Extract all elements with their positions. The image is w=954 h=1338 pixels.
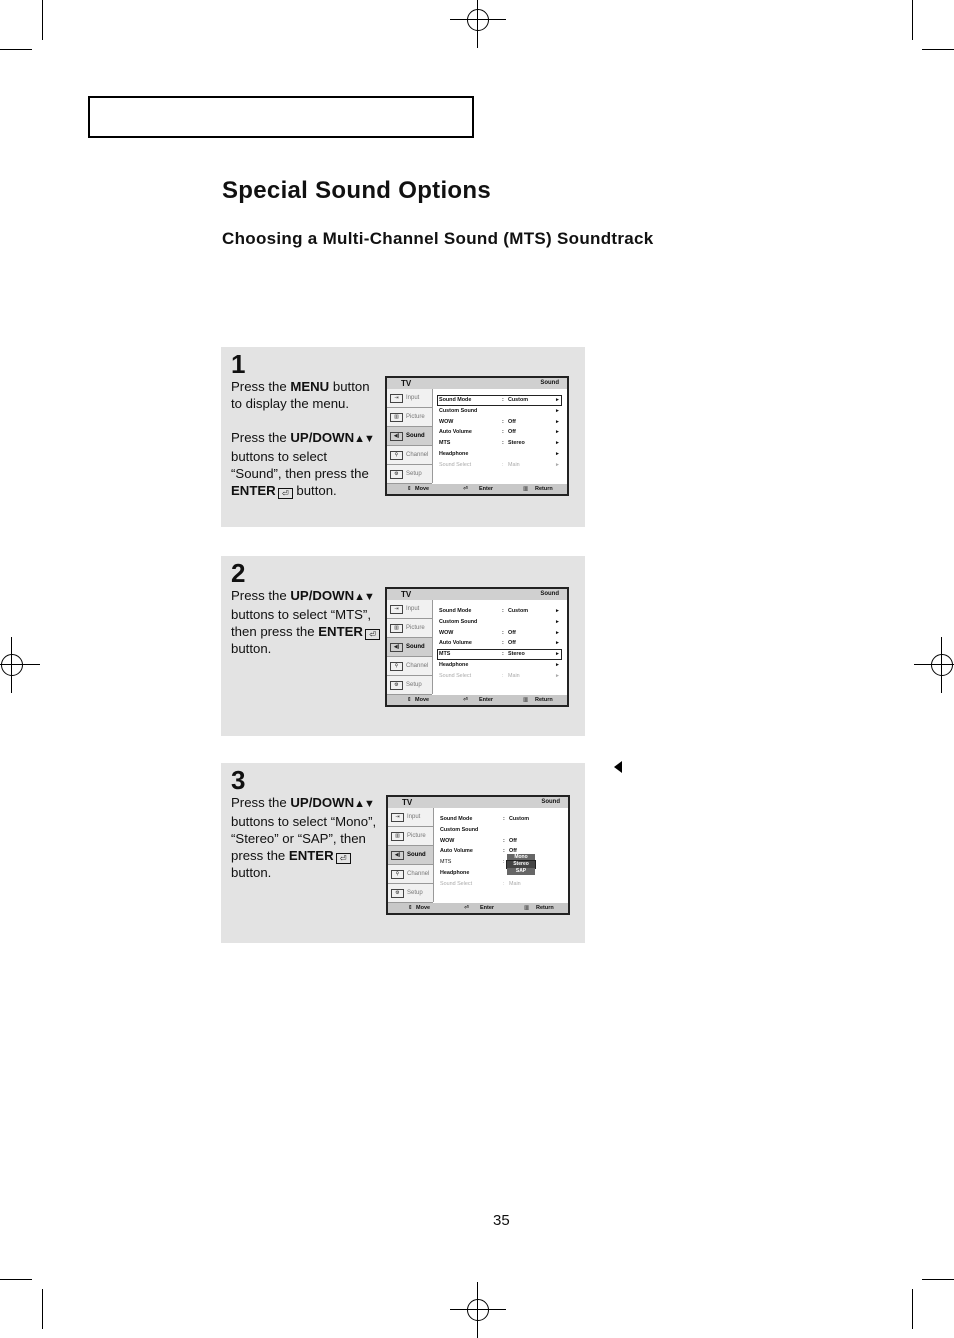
mts-option-sap: SAP (507, 868, 535, 875)
osd-tv-label: TV (401, 590, 412, 599)
row-colon: : (502, 461, 504, 468)
label: Channel (407, 871, 430, 877)
menu-button-name: MENU (290, 379, 330, 394)
row-colon: : (502, 440, 504, 447)
menu-row-sound-select (438, 879, 563, 890)
menu-row-sound-select (437, 671, 562, 682)
row-colon: : (502, 418, 504, 425)
enter-icon: ⏎ (463, 697, 468, 703)
text: button. (292, 483, 337, 498)
picture-icon: ▥ (390, 624, 403, 633)
row-label: MTS (439, 440, 451, 447)
page-number: 35 (493, 1212, 510, 1229)
updown-arrow-icon: ⇕ (407, 697, 412, 703)
label: Sound (406, 433, 425, 439)
crop-mark (922, 1279, 954, 1280)
arrow-right-icon: ► (555, 397, 560, 403)
setup-icon: ⚙ (391, 889, 404, 898)
label: Sound (407, 852, 426, 858)
sidebar-item-input (388, 808, 433, 827)
crop-mark (0, 49, 32, 50)
row-colon: : (502, 651, 504, 658)
row-value: Main (508, 672, 520, 679)
row-label: Sound Select (440, 880, 473, 887)
label: Picture (406, 625, 425, 631)
enter-icon: ⏎ (464, 905, 469, 911)
row-colon: : (502, 629, 504, 636)
enter-button-name: ENTER (318, 624, 363, 639)
mts-option-stereo: Stereo (507, 861, 535, 868)
text: Press the (231, 795, 291, 810)
row-label: Sound Select (439, 672, 472, 679)
footer-move: Move (415, 697, 430, 703)
row-label: Headphone (439, 450, 469, 457)
arrow-right-icon: ► (555, 407, 560, 414)
step-instructions (231, 794, 381, 881)
menu-row-custom-sound (438, 825, 563, 836)
footer-return: Return (535, 486, 553, 492)
menu-row-wow (438, 836, 563, 847)
text: Press the (231, 379, 291, 394)
row-label: Auto Volume (439, 429, 472, 436)
enter-icon: ⏎ (336, 853, 351, 864)
text: buttons to select “Mono”, “Stereo” or “SAP”, then press the (231, 814, 377, 863)
footer-enter: Enter (480, 905, 495, 911)
row-label: Sound Mode (440, 816, 473, 822)
tv-menu-screenshot (386, 795, 570, 915)
page-title: Special Sound Options (222, 177, 491, 204)
row-label: Auto Volume (440, 848, 473, 855)
osd-footer (388, 903, 568, 913)
antenna-icon: ⚲ (391, 870, 404, 879)
osd-menu-title: Sound (540, 380, 559, 386)
label: Setup (406, 682, 422, 688)
osd-sidebar (387, 389, 433, 483)
crop-mark (42, 1289, 43, 1329)
text: button to display the menu. (231, 379, 370, 411)
row-value: Main (509, 880, 521, 887)
sidebar-item-setup (387, 465, 432, 484)
row-label: Headphone (440, 869, 470, 876)
step-instructions (231, 378, 381, 499)
row-value: Custom (509, 816, 530, 822)
text: button. (231, 865, 272, 880)
row-label: WOW (440, 837, 455, 844)
row-colon: : (502, 397, 504, 403)
menu-row-sound-select (437, 460, 562, 471)
row-colon: : (503, 848, 505, 855)
arrow-right-icon: ► (555, 440, 560, 447)
updown-arrow-icon: ▲▼ (354, 798, 374, 810)
sidebar-item-sound (387, 427, 432, 446)
text: buttons to select “Sound”, then press the (231, 449, 369, 481)
triangle-left-icon (614, 761, 622, 773)
speaker-icon: ◀) (391, 851, 404, 860)
sidebar-item-picture (388, 827, 433, 846)
row-label: Sound Select (439, 461, 472, 468)
osd-title-bar (387, 589, 567, 600)
osd-sidebar (387, 600, 433, 694)
input-icon: ⇥ (390, 605, 403, 614)
registration-mark (458, 0, 498, 40)
updown-button-name: UP/DOWN (290, 588, 355, 603)
menu-row-mts (437, 438, 562, 449)
text: Press the (231, 430, 291, 445)
crop-mark (912, 1289, 913, 1329)
row-value: Stereo (508, 651, 525, 658)
row-colon: : (502, 640, 504, 647)
menu-row-custom-sound (437, 617, 562, 628)
menu-row-headphone (437, 449, 562, 460)
menu-row-sound-mode (438, 814, 563, 825)
menu-row-auto-volume (437, 427, 562, 438)
osd-footer (387, 695, 567, 705)
antenna-icon: ⚲ (390, 662, 403, 671)
sidebar-item-sound (387, 638, 432, 657)
menu-row-sound-mode (437, 606, 562, 617)
footer-return: Return (535, 697, 553, 703)
row-value: Off (508, 418, 516, 425)
label: Setup (407, 890, 423, 896)
label: Input (406, 395, 420, 401)
picture-icon: ▥ (391, 832, 404, 841)
row-label: Auto Volume (439, 640, 472, 647)
osd-menu-list (438, 814, 563, 890)
updown-arrow-icon: ▲▼ (354, 433, 374, 445)
tv-menu-screenshot (385, 587, 569, 707)
arrow-right-icon: ► (555, 418, 560, 425)
osd-menu-list (437, 606, 562, 682)
arrow-right-icon: ► (555, 661, 560, 668)
sidebar-item-input (387, 389, 432, 408)
row-value: Off (508, 640, 516, 647)
sidebar-item-channel (387, 657, 432, 676)
section-subtitle: Choosing a Multi-Channel Sound (MTS) Soundtrack (222, 229, 654, 248)
arrow-right-icon: ► (555, 608, 560, 614)
step-1-panel (221, 347, 585, 527)
menu-row-wow (437, 628, 562, 639)
header-box (88, 96, 474, 138)
row-value: Custom (508, 397, 529, 403)
osd-title-bar (387, 378, 567, 389)
crop-mark (42, 0, 43, 40)
osd-title-bar (388, 797, 568, 808)
step-number: 1 (231, 349, 246, 379)
updown-arrow-icon: ⇕ (407, 486, 412, 492)
label: Input (407, 814, 421, 820)
step-2-panel (221, 556, 585, 736)
updown-arrow-icon: ⇕ (408, 905, 413, 911)
speaker-icon: ◀) (390, 432, 403, 441)
menu-row-mts (437, 649, 562, 660)
footer-return: Return (536, 905, 554, 911)
menu-row-headphone (438, 868, 563, 879)
row-label: Sound Mode (439, 608, 472, 614)
osd-menu-title: Sound (540, 591, 559, 597)
return-icon: ▥ (524, 905, 530, 911)
arrow-right-icon: ► (555, 461, 560, 468)
crop-mark (912, 0, 913, 40)
label: Setup (406, 471, 422, 477)
row-colon: : (503, 859, 505, 866)
row-label: Custom Sound (439, 407, 478, 414)
menu-row-auto-volume (438, 846, 563, 857)
osd-menu-list (437, 395, 562, 471)
arrow-right-icon: ► (555, 629, 560, 636)
speaker-icon: ◀) (390, 643, 403, 652)
row-label: Custom Sound (439, 618, 478, 625)
registration-mark (0, 645, 32, 685)
text: button. (231, 641, 272, 656)
text: buttons to select “MTS”, then press the (231, 607, 371, 639)
step-number: 2 (231, 558, 246, 588)
enter-icon: ⏎ (278, 488, 293, 499)
label: Channel (406, 663, 429, 669)
row-colon: : (503, 816, 505, 822)
menu-row-sound-mode (437, 395, 562, 406)
instruction-paragraph (231, 794, 381, 881)
row-value: Off (509, 848, 517, 855)
input-icon: ⇥ (391, 813, 404, 822)
row-label: WOW (439, 418, 454, 425)
registration-mark (458, 1290, 498, 1330)
row-value: Stereo (508, 440, 525, 447)
row-label: Custom Sound (440, 826, 479, 833)
osd-sidebar (388, 808, 434, 902)
row-colon: : (502, 608, 504, 614)
label: Sound (406, 644, 425, 650)
sidebar-item-sound (388, 846, 433, 865)
footer-enter: Enter (479, 697, 494, 703)
row-value: Off (509, 837, 517, 844)
return-icon: ▥ (523, 486, 529, 492)
crop-mark (0, 1279, 32, 1280)
enter-icon: ⏎ (365, 629, 380, 640)
setup-icon: ⚙ (390, 470, 403, 479)
osd-tv-label: TV (402, 798, 413, 807)
sidebar-item-setup (388, 884, 433, 903)
label: Input (406, 606, 420, 612)
sidebar-item-channel (387, 446, 432, 465)
arrow-right-icon: ► (555, 672, 560, 679)
footer-move: Move (416, 905, 431, 911)
menu-row-custom-sound (437, 406, 562, 417)
text: Press the (231, 588, 291, 603)
step-instructions (231, 587, 381, 657)
instruction-paragraph (231, 587, 381, 657)
instruction-paragraph (231, 429, 381, 499)
osd-tv-label: TV (401, 379, 412, 388)
menu-row-headphone (437, 660, 562, 671)
row-colon: : (503, 880, 505, 887)
menu-row-mts (438, 857, 563, 868)
input-icon: ⇥ (390, 394, 403, 403)
tv-menu-screenshot (385, 376, 569, 496)
arrow-right-icon: ► (555, 640, 560, 647)
setup-icon: ⚙ (390, 681, 403, 690)
row-label: MTS (439, 651, 451, 658)
enter-button-name: ENTER (231, 483, 276, 498)
row-label: Sound Mode (439, 397, 472, 403)
step-number: 3 (231, 765, 246, 795)
label: Picture (407, 833, 426, 839)
return-icon: ▥ (523, 697, 529, 703)
arrow-right-icon: ► (555, 429, 560, 436)
row-value: Off (508, 429, 516, 436)
updown-button-name: UP/DOWN (290, 430, 355, 445)
mts-option-mono: Mono (507, 854, 535, 861)
arrow-right-icon: ► (555, 651, 560, 658)
row-value: Custom (508, 608, 529, 614)
row-colon: : (502, 672, 504, 679)
osd-menu-title: Sound (541, 799, 560, 805)
enter-icon: ⏎ (463, 486, 468, 492)
row-colon: : (502, 429, 504, 436)
footer-enter: Enter (479, 486, 494, 492)
updown-button-name: UP/DOWN (290, 795, 355, 810)
sidebar-item-picture (387, 408, 432, 427)
row-value: Off (508, 629, 516, 636)
osd-footer (387, 484, 567, 494)
registration-mark (922, 645, 954, 685)
antenna-icon: ⚲ (390, 451, 403, 460)
picture-icon: ▥ (390, 413, 403, 422)
sidebar-item-input (387, 600, 432, 619)
sidebar-item-channel (388, 865, 433, 884)
row-label: Headphone (439, 661, 469, 668)
menu-row-auto-volume (437, 638, 562, 649)
label: Channel (406, 452, 429, 458)
row-label: WOW (439, 629, 454, 636)
row-value: Main (508, 461, 520, 468)
crop-mark (922, 49, 954, 50)
instruction-paragraph (231, 378, 381, 412)
step-3-panel (221, 763, 585, 943)
arrow-right-icon: ► (555, 618, 560, 625)
enter-button-name: ENTER (288, 848, 334, 863)
sidebar-item-setup (387, 676, 432, 695)
arrow-right-icon: ► (555, 450, 560, 457)
row-colon: : (503, 837, 505, 844)
menu-row-wow (437, 417, 562, 428)
row-label: MTS (440, 859, 452, 866)
updown-arrow-icon: ▲▼ (354, 591, 374, 603)
footer-move: Move (415, 486, 430, 492)
sidebar-item-picture (387, 619, 432, 638)
label: Picture (406, 414, 425, 420)
